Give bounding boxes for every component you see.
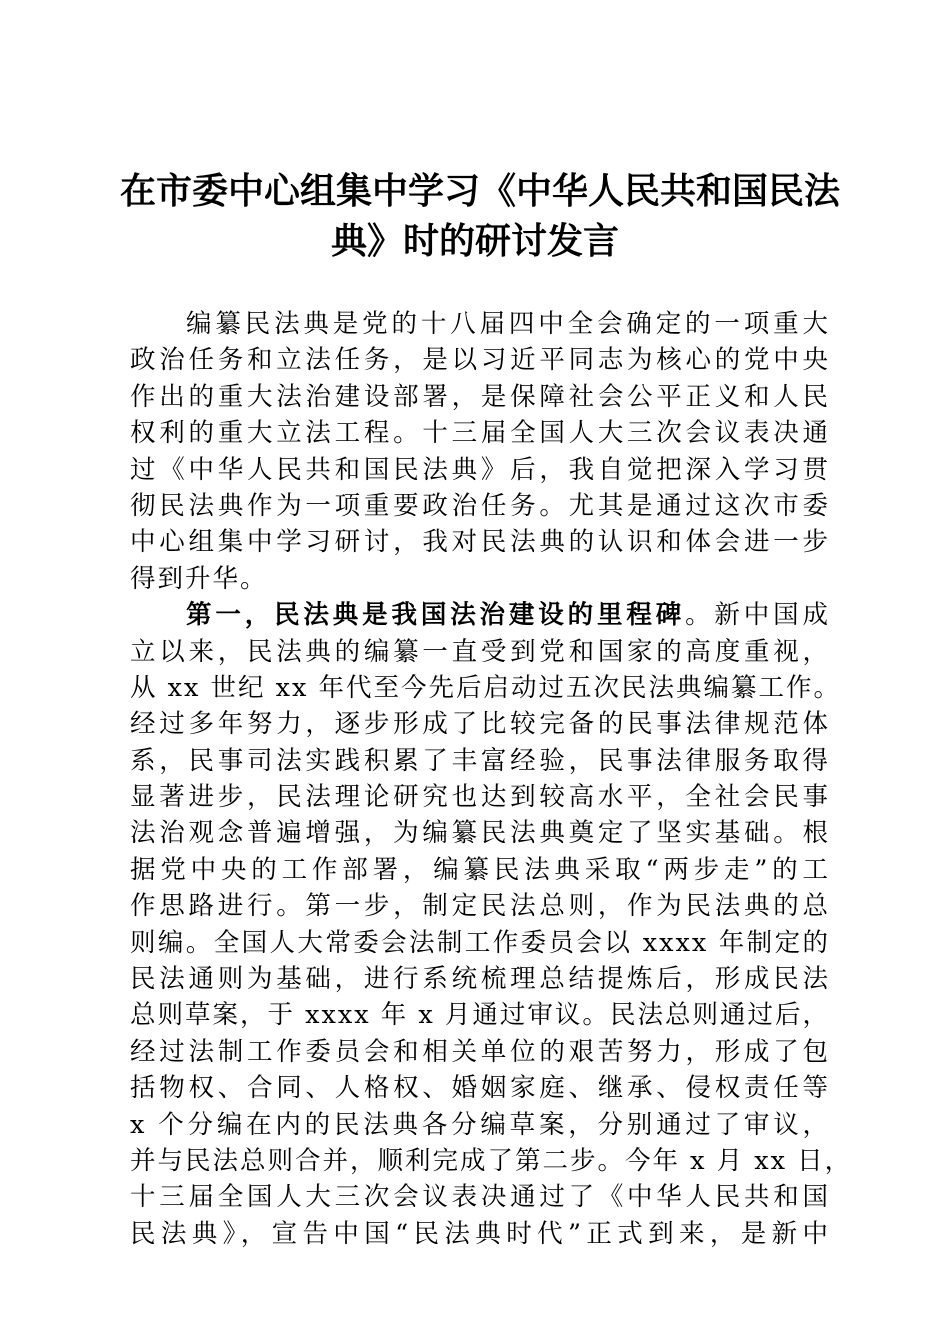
paragraph-line: 从 xx 世纪 xx 年代至今先后启动过五次民法典编纂工作。 <box>130 672 841 703</box>
paragraph-line: 十三届全国人大三次会议表决通过了《中华人民共和国 <box>130 1182 830 1213</box>
document-title <box>120 166 841 266</box>
paragraph-line: 编纂民法典是党的十八届四中全会确定的一项重大 <box>186 309 830 339</box>
paragraph-line: 过《中华人民共和国民法典》后，我自觉把深入学习贯 <box>130 454 830 485</box>
paragraph-line: 立以来，民法典的编纂一直受到党和国家的高度重视， <box>130 636 830 667</box>
paragraph-line: 作思路进行。第一步，制定民法总则，作为民法典的总 <box>130 891 830 922</box>
paragraph-text: 。新中国成 <box>685 600 830 631</box>
paragraph-line: x 个分编在内的民法典各分编草案，分别通过了审议， <box>130 1109 830 1140</box>
title-line: 典》时的研讨发言 <box>330 220 619 262</box>
paragraph-line: 中心组集中学习研讨，我对民法典的认识和体会进一步 <box>130 527 830 558</box>
paragraph-line: 总则草案，于 xxxx 年 x 月通过审议。民法总则通过后， <box>130 1000 830 1031</box>
paragraph-line: 得到升华。 <box>130 563 268 594</box>
paragraph-line: 政治任务和立法任务，是以习近平同志为核心的党中央 <box>130 345 830 376</box>
paragraph-line: 作出的重大法治建设部署，是保障社会公平正义和人民 <box>130 381 830 412</box>
section-heading: 第一，民法典是我国法治建设的里程碑 <box>186 600 686 631</box>
title-line: 在市委中心组集中学习《中华人民共和国民法 <box>120 170 841 212</box>
paragraph-line: 经过法制工作委员会和相关单位的艰苦努力，形成了包 <box>130 1036 830 1067</box>
paragraph-line: 并与民法总则合并，顺利完成了第二步。今年 x 月 xx 日， <box>130 1145 853 1176</box>
paragraph-line: 民法通则为基础，进行系统梳理总结提炼后，形成民法 <box>130 964 830 995</box>
paragraph-line: 显著进步，民法理论研究也达到较高水平，全社会民事 <box>130 782 830 813</box>
paragraph-line: 法治观念普遍增强，为编纂民法典奠定了坚实基础。根 <box>130 818 830 849</box>
paragraph-line: 彻民法典作为一项重要政治任务。尤其是通过这次市委 <box>130 490 830 521</box>
paragraph-line: 系，民事司法实践积累了丰富经验，民事法律服务取得 <box>130 745 830 776</box>
paragraph-line: 经过多年努力，逐步形成了比较完备的民事法律规范体 <box>130 709 830 740</box>
paragraph-line: 权利的重大立法工程。十三届全国人大三次会议表决通 <box>130 418 830 449</box>
paragraph-line: 民法典》，宣告中国“民法典时代”正式到来，是新中 <box>130 1218 830 1249</box>
paragraph-line: 则编。全国人大常委会法制工作委员会以 xxxx 年制定的 <box>130 927 830 958</box>
document-body <box>130 306 853 1252</box>
paragraph-line <box>130 597 830 633</box>
paragraph-line: 据党中央的工作部署，编纂民法典采取“两步走”的工 <box>130 854 830 885</box>
paragraph-line: 括物权、合同、人格权、婚姻家庭、继承、侵权责任等 <box>130 1073 830 1104</box>
